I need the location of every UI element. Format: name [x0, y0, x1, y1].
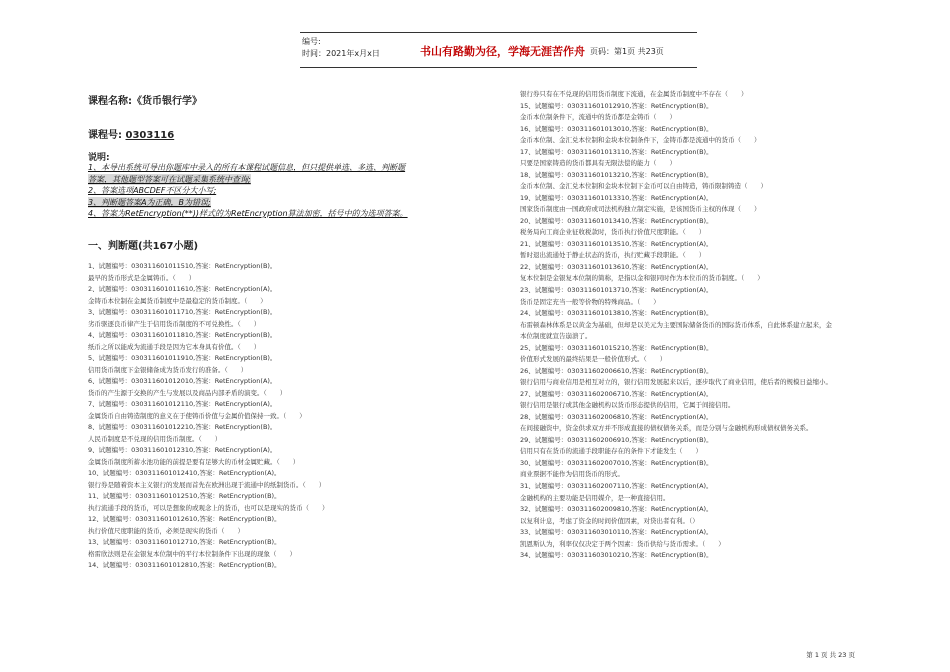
right-line: 金币本位制、金汇兑本位制和金块本位制下金币可以自由铸造，铸币限制铸造（ ） — [520, 182, 767, 191]
left-line: 金属货币制度所蓄水池功能的前提是要有足够大的币材金属贮藏。（ ） — [88, 457, 300, 466]
right-line: 17、试题编号：030311601013110,答案：RetEncryption(B)。 — [520, 147, 713, 156]
page-footer: 第 1 页 共 23 页 — [806, 651, 855, 659]
left-line: 执行价值尺度职能的货币，必须是现实的货币（ ） — [88, 526, 244, 535]
right-line: 23、试题编号：030311601013710,答案：RetEncryption(A)。 — [520, 286, 713, 294]
left-line: 4、试题编号：030311601011810,答案：RetEncryption(B)。 — [88, 331, 277, 339]
right-line: 银行信用是银行或其他金融机构以货币形态提供的信用，它属于间接信用。 — [520, 401, 735, 410]
right-line: 20、试题编号：030311601013410,答案：RetEncryption(B)。 — [520, 216, 713, 225]
right-line: 复本位制是金银复本位制的简称，是指以金和银同时作为本位币的货币制度。（ ） — [520, 274, 764, 283]
left-line: 9、试题编号：030311601012310,答案：RetEncryption(A)。 — [88, 446, 277, 454]
header-time: 时间：2021年x月x日 — [302, 49, 380, 58]
right-line: 25、试题编号：030311601015210,答案：RetEncryption(B)。 — [520, 343, 713, 352]
course-number-value: 0303116 — [125, 130, 175, 141]
left-line: 3、试题编号：030311601011710,答案：RetEncryption(B)。 — [88, 308, 277, 316]
note-line: 1、本导出系统可导出你题库中录入的所有本课程试题信息，但只提供单选、多选、判断题 — [88, 163, 406, 172]
right-line: 16、试题编号：030311601013010,答案：RetEncryption(B)。 — [520, 124, 713, 133]
left-line: 劣币驱逐良币律产生于信用货币制度的不可兑换性。（ ） — [88, 319, 261, 328]
left-line: 执行流通手段的货币，可以是想象的或观念上的货币，也可以是现实的货币（ ） — [88, 503, 329, 512]
right-line: 价值形式发展的最终结果是一般价值形式。（ ） — [520, 355, 667, 364]
left-line: 货币的产生源于交换的产生与发展以及商品内部矛盾的演变。（ ） — [88, 388, 287, 397]
note-line: 3、判断题答案A为正确，B为错误; — [88, 197, 211, 207]
note-line: 4、答案为RetEncryption(**))样式的为RetEncryption算法加密，括号中的为选项答案。 — [88, 209, 408, 218]
right-line: 30、试题编号：030311602007010,答案：RetEncryption(B)。 — [520, 458, 713, 467]
right-line: 银行信用与商业信用是相互对立的，银行信用发展起来以后，逐步取代了商业信用，使后者的规模日益缩小。 — [520, 378, 832, 387]
section-title: 一、判断题(共167小题) — [88, 241, 199, 252]
left-line: 12、试题编号：030311601012610,答案：RetEncryption(B)。 — [88, 515, 281, 523]
right-line: 金币本位制条件下，流通中的货币都是金铸币（ ） — [520, 113, 676, 122]
right-line: 货币是固定充当一般等价物的特殊商品。（ ） — [520, 297, 660, 306]
right-line: 在间接融资中，资金供求双方并不形成直接的债权债务关系，而是分别与金融机构形成债权债务关系。 — [520, 424, 813, 433]
right-line: 28、试题编号：030311602006810,答案：RetEncryption(A)。 — [520, 412, 713, 421]
left-line: 11、试题编号：030311601012510,答案：RetEncryption(B)。 — [88, 492, 281, 500]
left-line: 金铸币本位制在金属货币制度中是最稳定的货币制度。（ ） — [88, 296, 267, 305]
right-line: 只要是国家铸造的货币都具有无限法偿的能力（ ） — [520, 159, 676, 168]
header-info — [302, 36, 380, 60]
left-line: 1、试题编号：030311601011510,答案：RetEncryption(B)。 — [88, 262, 277, 270]
header-motto: 书山有路勤为径，学海无涯苦作舟 — [420, 45, 585, 58]
right-line: 信用只有在货币的流通手段职能存在的条件下才能发生（ ） — [520, 447, 702, 456]
course-number — [88, 126, 174, 141]
right-line: 国家货币制度由一国政府或司法机构独立制定实施，是该国货币主权的体现（ ） — [520, 205, 761, 214]
course-number-label: 课程号: — [88, 130, 126, 141]
right-line: 18、试题编号：030311601013210,答案：RetEncryption(B)。 — [520, 170, 713, 179]
left-line: 银行券是随着资本主义银行的发展而首先在欧洲出现于流通中的纸制货币。（ ） — [88, 480, 326, 489]
course-name: 课程名称:《货币银行学》 — [88, 96, 202, 107]
right-line: 29、试题编号：030311602006910,答案：RetEncryption(B)。 — [520, 435, 713, 444]
note-title: 说明: — [88, 153, 110, 163]
right-line: 本位制度就宣告崩溃了。 — [520, 332, 592, 341]
header-bianhao: 编号: — [302, 37, 321, 46]
right-line: 21、试题编号：030311601013510,答案：RetEncryption(A)。 — [520, 239, 713, 248]
left-line: 最早的货币形式是金属铸币。（ ） — [88, 273, 196, 282]
left-line: 格雷欣法则是在金银复本位制中的平行本位制条件下出现的现象（ ） — [88, 549, 296, 558]
left-line: 5、试题编号：030311601011910,答案：RetEncryption(B)。 — [88, 354, 277, 362]
right-line: 暂时退出流通处于静止状态的货币，执行贮藏手段职能。（ ） — [520, 251, 706, 260]
right-line: 27、试题编号：030311602006710,答案：RetEncryption(A)。 — [520, 389, 713, 398]
note-line: 2、答案选项ABCDEF不区分大小写; — [88, 186, 217, 195]
right-line: 32、试题编号：030311602009810,答案：RetEncryption(A)。 — [520, 505, 713, 514]
header-page: 页码：第1页 共23页 — [590, 47, 664, 56]
left-line: 13、试题编号：030311601012710,答案：RetEncryption(B)。 — [88, 538, 281, 546]
right-line: 19、试题编号：030311601013310,答案：RetEncryption(A)。 — [520, 193, 713, 202]
left-line: 信用货币制度下金银储备成为货币发行的准备。（ ） — [88, 365, 248, 374]
right-line: 凯恩斯认为，利率仅仅决定于两个因素：货币供给与货币需求。（ ） — [520, 539, 725, 548]
right-line: 金币本位制、金汇兑本位制和金块本位制条件下，金铸币都是流通中的货币（ ） — [520, 136, 761, 145]
right-line: 商业票据不能作为信用货币的形式。 — [520, 470, 624, 479]
right-line: 24、试题编号：030311601013810,答案：RetEncryption(B)。 — [520, 309, 713, 318]
right-line: 31、试题编号：030311602007110,答案：RetEncryption(A)。 — [520, 482, 713, 491]
left-line: 2、试题编号：030311601011610,答案：RetEncryption(A)。 — [88, 285, 277, 293]
page-header — [300, 32, 697, 68]
left-line: 人民币制度是不兑现的信用货币制度。（ ） — [88, 434, 222, 443]
right-line: 34、试题编号：030311603010210,答案：RetEncryption(B)。 — [520, 551, 713, 560]
left-line: 7、试题编号：030311601012110,答案：RetEncryption(A)。 — [88, 400, 277, 408]
right-line: 26、试题编号：030311602006610,答案：RetEncryption(B)。 — [520, 366, 713, 375]
left-line: 纸币之所以能成为流通手段是因为它本身具有价值。（ ） — [88, 342, 261, 351]
left-line: 6、试题编号：030311601012010,答案：RetEncryption(A)。 — [88, 377, 277, 385]
left-line: 10、试题编号：030311601012410,答案：RetEncryption(A)。 — [88, 469, 281, 477]
right-line: 以复利计息，考虑了资金的时间价值因素，对贷出者有利。（） — [520, 516, 699, 525]
right-line: 15、试题编号：030311601012910,答案：RetEncryption(B)。 — [520, 101, 713, 110]
right-line: 金融机构的主要功能是信用媒介，是一种直接信用。 — [520, 493, 670, 502]
note-line: 答案，其他题型答案可在试题采集系统中查询; — [88, 174, 251, 184]
right-line: 税务局向工商企业征收税款时，货币执行价值尺度职能。（ ） — [520, 228, 706, 237]
right-line: 银行券只有在不兑现的信用货币制度下流通，在金属货币制度中不存在（ ） — [520, 90, 748, 98]
left-line: 金属货币自由铸造制度的意义在于使铸币价值与金属价值保持一致。（ ） — [88, 411, 306, 420]
right-line: 布雷顿森林体系是以黄金为基础，但却是以美元为主要国际储备货币的国际货币体系，自此体系建立起来，金 — [520, 320, 832, 329]
right-line: 33、试题编号：030311603010110,答案：RetEncryption(A)。 — [520, 528, 713, 537]
right-line: 22、试题编号：030311601013610,答案：RetEncryption(A)。 — [520, 262, 713, 271]
left-line: 8、试题编号：030311601012210,答案：RetEncryption(B)。 — [88, 423, 277, 431]
left-line: 14、试题编号：030311601012810,答案：RetEncryption(B)。 — [88, 561, 281, 569]
